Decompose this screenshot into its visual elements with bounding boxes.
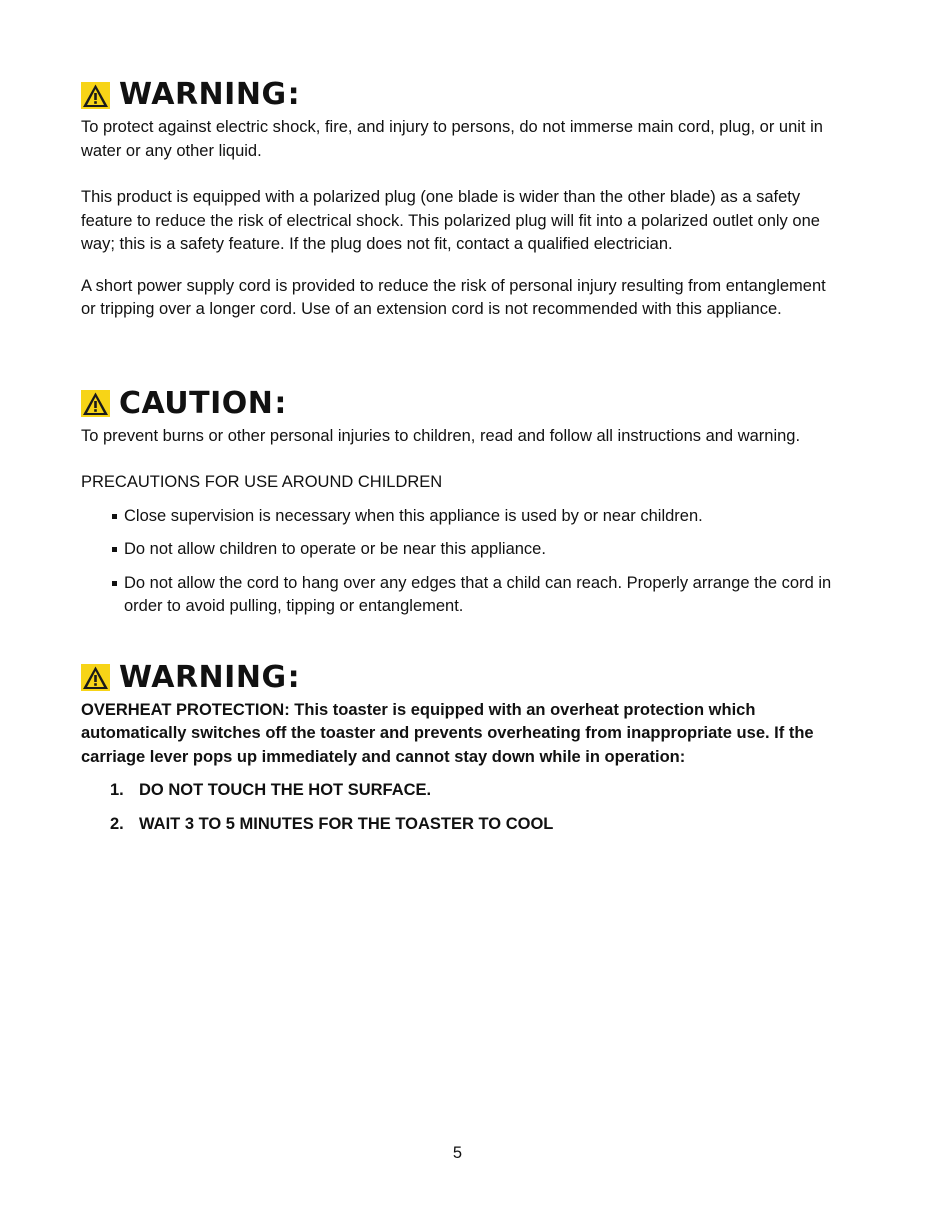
overheat-steps-list bbox=[81, 779, 841, 836]
bullet-square-icon bbox=[112, 581, 117, 586]
warning-paragraph-immersion: To protect against electric shock, fire, and injury to persons, do not immerse main cord, plug, or unit in water or any other liquid. bbox=[81, 118, 823, 160]
bullet-square-icon bbox=[112, 547, 117, 552]
list-item bbox=[111, 538, 841, 562]
caution-subheading: PRECAUTIONS FOR USE AROUND CHILDREN bbox=[81, 473, 443, 491]
warning-paragraph-polarized-plug: This product is equipped with a polarized plug (one blade is wider than the other blade) as a safety feature to reduce the risk of electrical shock. This polarized plug will fit into a polarized outlet only one way; this is a safety feature. If the plug does not fit, contact a qualified electrician. bbox=[81, 188, 820, 253]
overheat-paragraph: OVERHEAT PROTECTION: This toaster is equipped with an overheat protection which automatically switches off the toaster and prevents overheating from inappropriate use. If the carriage lever pops up immediately and cannot stay down while in operation: bbox=[81, 700, 814, 766]
warning-triangle-icon bbox=[81, 390, 110, 417]
warning-triangle-icon bbox=[81, 82, 110, 109]
list-item bbox=[110, 813, 841, 837]
step-text: DO NOT TOUCH THE HOT SURFACE. bbox=[139, 781, 432, 799]
list-item bbox=[110, 779, 841, 803]
warning-title: WARNING bbox=[119, 77, 287, 112]
bullet-square-icon bbox=[112, 514, 117, 519]
caution-title: CAUTION bbox=[119, 385, 274, 421]
warning-title-colon: : bbox=[287, 77, 300, 112]
list-item-text: Do not allow the cord to hang over any edges that a child can reach. Properly arrange the cord in order to avoid pulling, tipping or entanglement. bbox=[124, 573, 832, 615]
warning-heading bbox=[81, 657, 841, 699]
step-text: WAIT 3 TO 5 MINUTES FOR THE TOASTER TO COOL bbox=[139, 814, 554, 833]
warning-section-overheat bbox=[81, 657, 841, 837]
list-item-text: Close supervision is necessary when this appliance is used by or near children. bbox=[124, 506, 703, 525]
warning-heading bbox=[81, 74, 841, 116]
page-number: 5 bbox=[452, 1144, 463, 1162]
warning-triangle-icon bbox=[81, 664, 110, 691]
step-number: 1. bbox=[110, 781, 124, 799]
list-item-text: Do not allow children to operate or be near this appliance. bbox=[124, 540, 546, 558]
warning-section-electrical bbox=[81, 74, 841, 322]
step-number: 2. bbox=[110, 814, 124, 833]
list-item bbox=[111, 505, 841, 529]
caution-bullet-list bbox=[81, 505, 841, 619]
caution-title-colon: : bbox=[274, 385, 287, 421]
caution-section bbox=[81, 383, 841, 619]
list-item bbox=[111, 572, 841, 619]
caution-paragraph-burns: To prevent burns or other personal injuries to children, read and follow all instructions and warning. bbox=[81, 426, 801, 445]
caution-heading bbox=[81, 383, 841, 425]
warning-title: WARNING bbox=[119, 659, 287, 695]
document-page bbox=[81, 74, 841, 846]
warning-paragraph-short-cord: A short power supply cord is provided to reduce the risk of personal injury resulting from entanglement or tripping over a longer cord. Use of an extension cord is not recommended with this appliance. bbox=[81, 276, 826, 318]
warning-title-colon: : bbox=[287, 659, 300, 695]
